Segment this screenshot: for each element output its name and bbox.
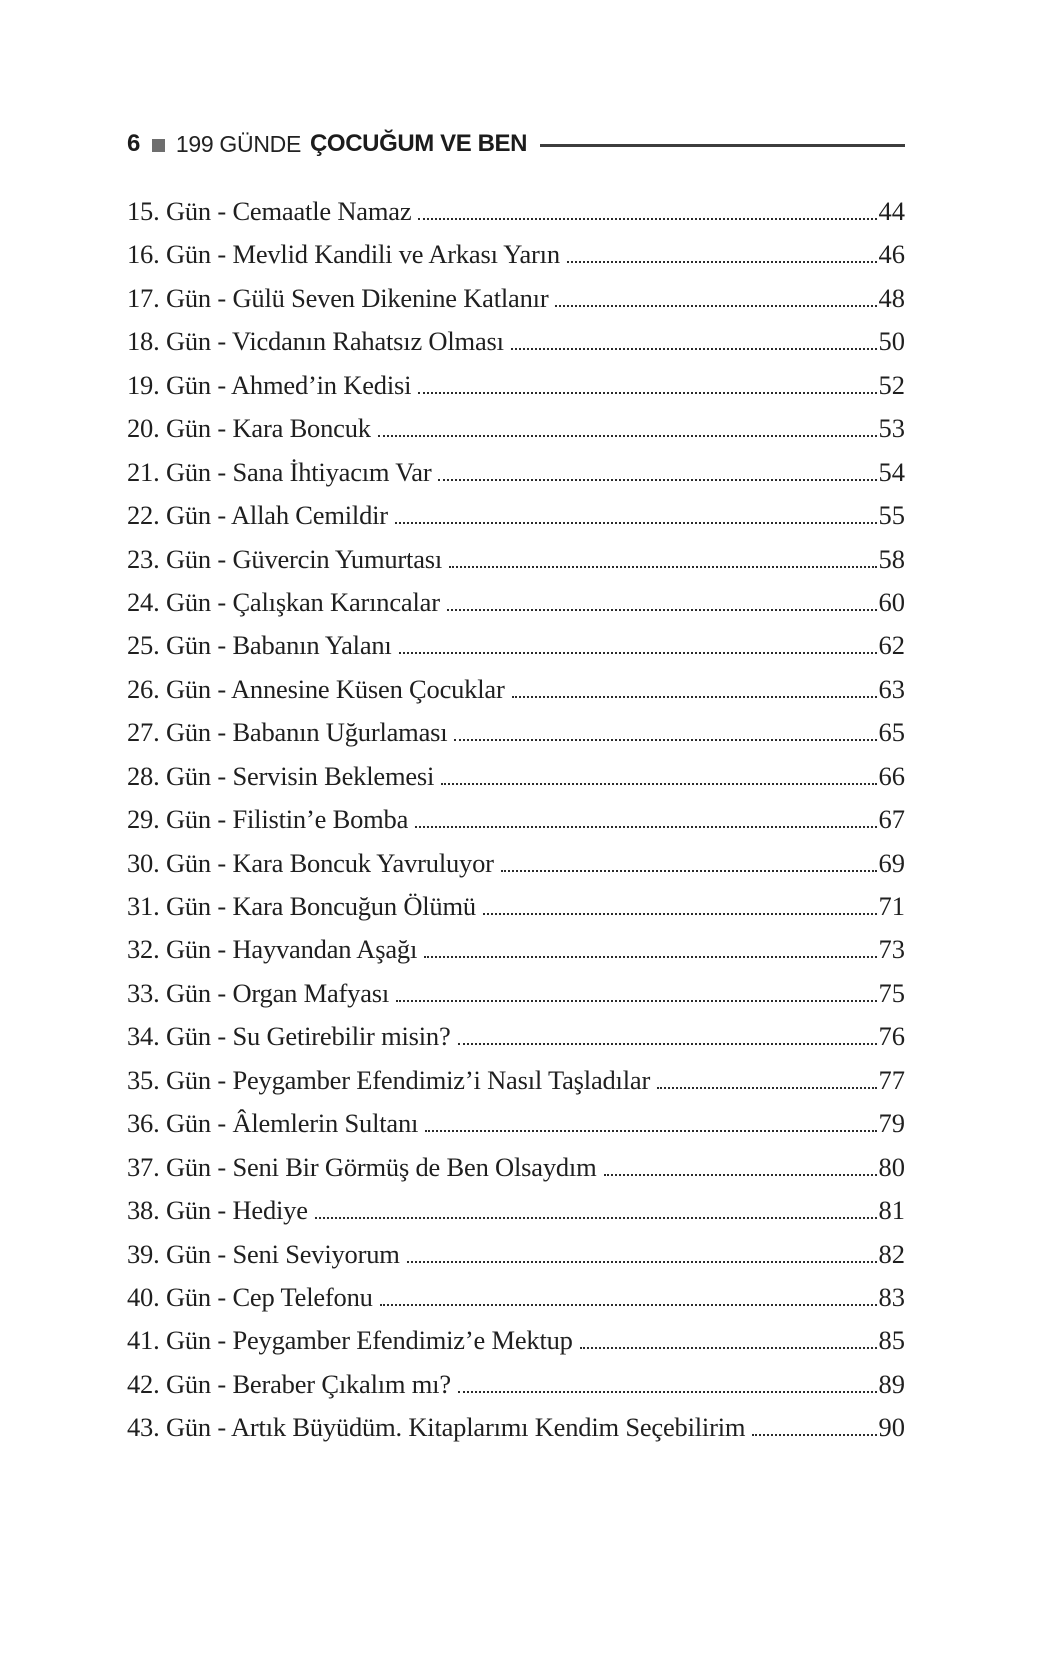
toc-entry-label: 36. Gün - Âlemlerin Sultanı: [127, 1108, 419, 1139]
dot-leader: [454, 739, 876, 741]
toc-entry: [127, 842, 905, 885]
header-rule: [540, 144, 905, 147]
dot-leader: [580, 1347, 877, 1349]
dot-leader: [380, 1304, 877, 1306]
dot-leader: [458, 1391, 877, 1393]
dot-leader: [512, 696, 877, 698]
toc-entry: [127, 1276, 905, 1319]
toc-entry-label: 16. Gün - Mevlid Kandili ve Arkası Yarın: [127, 239, 560, 270]
toc-entry-label: 20. Gün - Kara Boncuk: [127, 413, 371, 444]
dot-leader: [425, 1130, 876, 1132]
dot-leader: [418, 218, 876, 220]
toc-entry: [127, 1189, 905, 1232]
dot-leader: [395, 522, 877, 524]
toc-entry: [127, 928, 905, 971]
series-title: 199 GÜNDE: [175, 130, 301, 157]
toc-entry: [127, 798, 905, 841]
toc-entry-page: 52: [878, 369, 905, 400]
toc-entry-page: 54: [878, 456, 905, 487]
dot-leader: [415, 826, 876, 828]
dot-leader: [378, 435, 877, 437]
toc-entry-label: 34. Gün - Su Getirebilir misin?: [127, 1021, 451, 1052]
toc-entry-label: 40. Gün - Cep Telefonu: [127, 1281, 373, 1312]
toc-entry-label: 22. Gün - Allah Cemildir: [127, 500, 388, 531]
dot-leader: [396, 1000, 876, 1002]
toc-entry: [127, 320, 905, 363]
toc-entry: [127, 1319, 905, 1362]
toc-entry: [127, 277, 905, 320]
toc-entry: [127, 1233, 905, 1276]
toc-entry-page: 58: [878, 543, 905, 574]
toc-entry: [127, 233, 905, 276]
toc-entry-page: 75: [878, 977, 905, 1008]
toc-entry-page: 90: [878, 1412, 905, 1443]
toc-entry-label: 18. Gün - Vicdanın Rahatsız Olması: [127, 326, 504, 357]
toc-entry-page: 65: [878, 717, 905, 748]
toc-entry-page: 77: [878, 1064, 905, 1095]
toc-entry-label: 35. Gün - Peygamber Efendimiz’i Nasıl Taşladılar: [127, 1064, 651, 1095]
dot-leader: [407, 1261, 877, 1263]
toc-entry-page: 89: [878, 1368, 905, 1399]
toc-entry: [127, 972, 905, 1015]
toc-entry-page: 66: [878, 760, 905, 791]
toc-entry-page: 73: [878, 934, 905, 965]
dot-leader: [752, 1434, 876, 1436]
dot-leader: [511, 348, 877, 350]
toc-entry-page: 79: [878, 1108, 905, 1139]
dot-leader: [555, 305, 876, 307]
dot-leader: [438, 479, 876, 481]
dot-leader: [424, 956, 876, 958]
toc-entry-page: 50: [878, 326, 905, 357]
toc-entry-label: 27. Gün - Babanın Uğurlaması: [127, 717, 448, 748]
dot-leader: [399, 652, 877, 654]
toc-entry: [127, 668, 905, 711]
toc-entry-label: 28. Gün - Servisin Beklemesi: [127, 760, 435, 791]
toc-entry-page: 48: [878, 282, 905, 313]
toc-entry-label: 29. Gün - Filistin’e Bomba: [127, 804, 409, 835]
toc-entry-label: 19. Gün - Ahmed’in Kedisi: [127, 369, 412, 400]
toc-entry-label: 41. Gün - Peygamber Efendimiz’e Mektup: [127, 1325, 573, 1356]
toc-entry: [127, 1406, 905, 1449]
dot-leader: [441, 783, 876, 785]
toc-entry-label: 21. Gün - Sana İhtiyacım Var: [127, 456, 432, 487]
toc-entry-page: 53: [878, 413, 905, 444]
square-bullet-icon: [152, 139, 165, 152]
toc-entry-page: 82: [878, 1238, 905, 1269]
toc-entry-page: 81: [878, 1195, 905, 1226]
toc-entry-label: 26. Gün - Annesine Küsen Çocuklar: [127, 673, 505, 704]
toc-entry-label: 24. Gün - Çalışkan Karıncalar: [127, 586, 440, 617]
toc-entry: [127, 1146, 905, 1189]
toc-entry-page: 55: [878, 500, 905, 531]
page-number: 6: [127, 130, 140, 157]
toc-entry-label: 37. Gün - Seni Bir Görmüş de Ben Olsaydım: [127, 1151, 597, 1182]
toc-entry-page: 71: [878, 891, 905, 921]
toc-entry-page: 63: [878, 673, 905, 704]
dot-leader: [315, 1217, 877, 1219]
toc-entry-label: 33. Gün - Organ Mafyası: [127, 977, 390, 1008]
toc-entry: [127, 1015, 905, 1058]
toc-entry-page: 44: [878, 196, 905, 226]
toc-entry: [127, 1363, 905, 1406]
table-of-contents: [127, 190, 905, 1450]
toc-entry-label: 38. Gün - Hediye: [127, 1195, 308, 1226]
dot-leader: [567, 261, 877, 263]
book-title: ÇOCUĞUM VE BEN: [310, 130, 528, 157]
dot-leader: [657, 1087, 876, 1089]
dot-leader: [447, 609, 877, 611]
toc-entry-label: 42. Gün - Beraber Çıkalım mı?: [127, 1368, 451, 1399]
dot-leader: [483, 913, 877, 915]
toc-entry: [127, 581, 905, 624]
toc-entry-page: 67: [878, 804, 905, 835]
toc-entry: [127, 538, 905, 581]
dot-leader: [501, 870, 877, 872]
toc-entry: [127, 407, 905, 450]
toc-entry: [127, 1102, 905, 1145]
toc-entry-label: 43. Gün - Artık Büyüdüm. Kitaplarımı Kendim Seçebilirim: [127, 1412, 746, 1443]
toc-entry-page: 80: [878, 1151, 905, 1182]
toc-entry: [127, 624, 905, 667]
toc-entry-label: 39. Gün - Seni Seviyorum: [127, 1238, 400, 1269]
toc-entry-label: 17. Gün - Gülü Seven Dikenine Katlanır: [127, 282, 549, 313]
page-header: [127, 130, 905, 158]
toc-entry-page: 60: [878, 586, 905, 617]
toc-entry-page: 69: [878, 847, 905, 878]
toc-entry: [127, 451, 905, 494]
dot-leader: [604, 1174, 877, 1176]
dot-leader: [458, 1043, 877, 1045]
toc-entry-label: 25. Gün - Babanın Yalanı: [127, 630, 392, 661]
dot-leader: [418, 392, 876, 394]
toc-entry: [127, 1059, 905, 1102]
toc-entry-page: 46: [878, 239, 905, 270]
toc-entry: [127, 755, 905, 798]
dot-leader: [449, 566, 876, 568]
toc-entry: [127, 364, 905, 407]
toc-entry-label: 30. Gün - Kara Boncuk Yavruluyor: [127, 847, 494, 878]
toc-entry-page: 62: [878, 630, 905, 661]
toc-entry-page: 85: [878, 1325, 905, 1356]
toc-entry: [127, 711, 905, 754]
toc-entry: [127, 494, 905, 537]
toc-entry: [127, 885, 905, 928]
toc-entry-label: 31. Gün - Kara Boncuğun Ölümü: [127, 891, 476, 921]
toc-entry-page: 76: [878, 1021, 905, 1052]
toc-entry-label: 32. Gün - Hayvandan Aşağı: [127, 934, 418, 965]
toc-entry-page: 83: [878, 1281, 905, 1312]
toc-entry: [127, 190, 905, 233]
toc-entry-label: 23. Gün - Güvercin Yumurtası: [127, 543, 443, 574]
toc-entry-label: 15. Gün - Cemaatle Namaz: [127, 196, 412, 226]
